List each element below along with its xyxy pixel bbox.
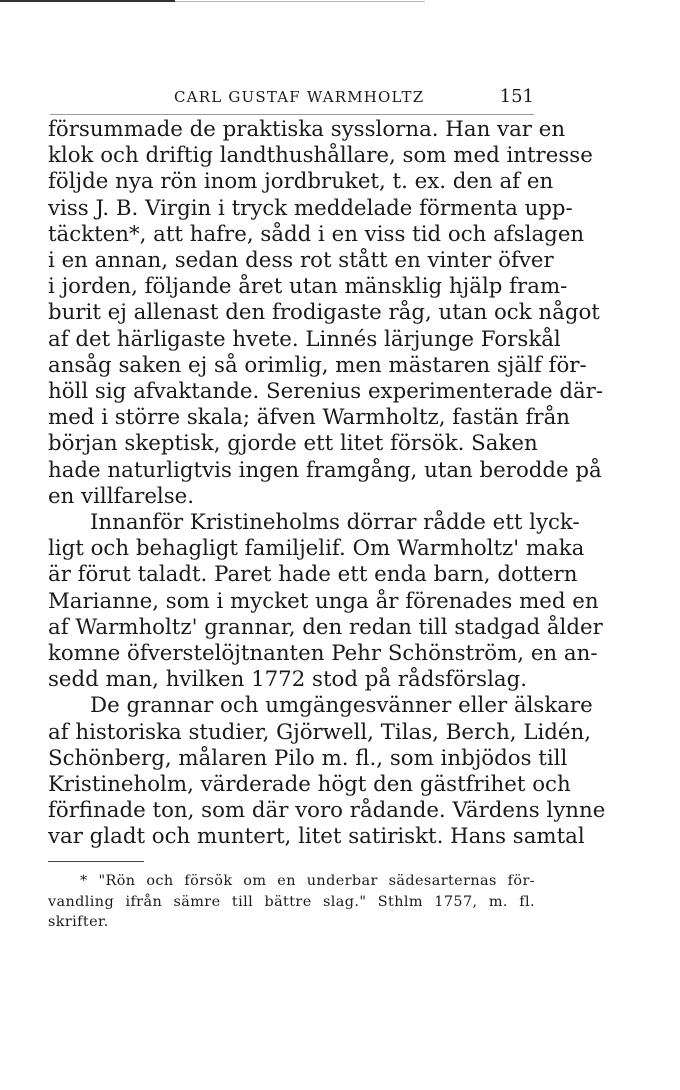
text-line: försummade de praktiska sysslorna. Han var en	[48, 117, 566, 142]
text-line: förfinade ton, som där voro rådande. Värdens lynne	[48, 798, 606, 824]
text-line: hade naturligtvis ingen framgång, utan berodde på	[48, 457, 602, 483]
footnote-line: vandling ifrån sämre till bättre slag." Sthlm 1757, m. fl.	[48, 893, 535, 910]
paragraph-first-line: Innanför Kristineholms dörrar rådde ett lyck-	[90, 510, 580, 536]
text-line: klok och driftig landthushållare, som med intresse	[48, 143, 593, 169]
footnote	[48, 871, 535, 933]
text-line: ligt och behagligt familjelif. Om Warmholtz' maka	[48, 536, 585, 562]
text-line: ansåg saken ej så orimlig, men mästaren själf för-	[48, 352, 587, 378]
text-line: i jorden, följande året utan mänsklig hjälp fram-	[48, 274, 568, 300]
header-rule	[50, 114, 534, 115]
text-line: följde nya rön inom jordbruket, t. ex. den af en	[48, 169, 554, 195]
text-line: Kristineholm, värderade högt den gästfrihet och	[48, 772, 571, 798]
paragraph-first-line: De grannar och umgängesvänner eller älskare	[90, 693, 593, 719]
text-line: af historiska studier, Gjörwell, Tilas, Berch, Lidén,	[48, 719, 592, 745]
text-line: med i större skala; äfven Warmholtz, fastän från	[48, 405, 571, 431]
text-line: var gladt och muntert, litet satiriskt. Hans samtal	[48, 824, 585, 850]
text-line: är förut taladt. Paret hade ett enda barn, dottern	[48, 562, 578, 588]
body-text	[48, 117, 606, 851]
footnote-line: skrifter.	[48, 914, 109, 930]
text-line: af det härligaste hvete. Linnés lärjunge Forskål	[48, 326, 561, 352]
footnote-line: * "Rön och försök om en underbar sädesarternas för-	[80, 873, 535, 889]
text-line: täckten*, att hafre, sådd i en viss tid och afslagen	[48, 221, 585, 247]
text-line: i en annan, sedan dess rot stått en vinter öfver	[48, 248, 554, 274]
text-line: Marianne, som i mycket unga år förenades med en	[48, 588, 599, 614]
text-line: Schönberg, målaren Pilo m. fl., som inbjödos till	[48, 745, 568, 771]
text-line: burit ej allenast den frodigaste råg, utan ock något	[48, 300, 600, 326]
text-line: af Warmholtz' grannar, den redan till stadgad ålder	[48, 614, 603, 640]
top-edge-hairline	[175, 1, 425, 2]
running-title: CARL GUSTAF WARMHOLTZ	[174, 88, 425, 106]
text-line: höll sig afvaktande. Serenius experimenterade där-	[48, 379, 604, 405]
top-edge-rule	[0, 0, 175, 2]
footnote-rule	[48, 861, 144, 862]
paragraph-end-line: en villfarelse.	[48, 483, 195, 509]
text-line: viss J. B. Virgin i tryck meddelade förmenta upp-	[48, 195, 573, 221]
paragraph-end-line: sedd man, hvilken 1772 stod på rådsförslag.	[48, 667, 528, 693]
page-number: 151	[499, 86, 534, 107]
text-line: början skeptisk, gjorde ett litet försök. Saken	[48, 431, 538, 457]
running-head	[48, 86, 536, 112]
text-line: komne öfverstelöjtnanten Pehr Schönström, en an-	[48, 641, 598, 667]
